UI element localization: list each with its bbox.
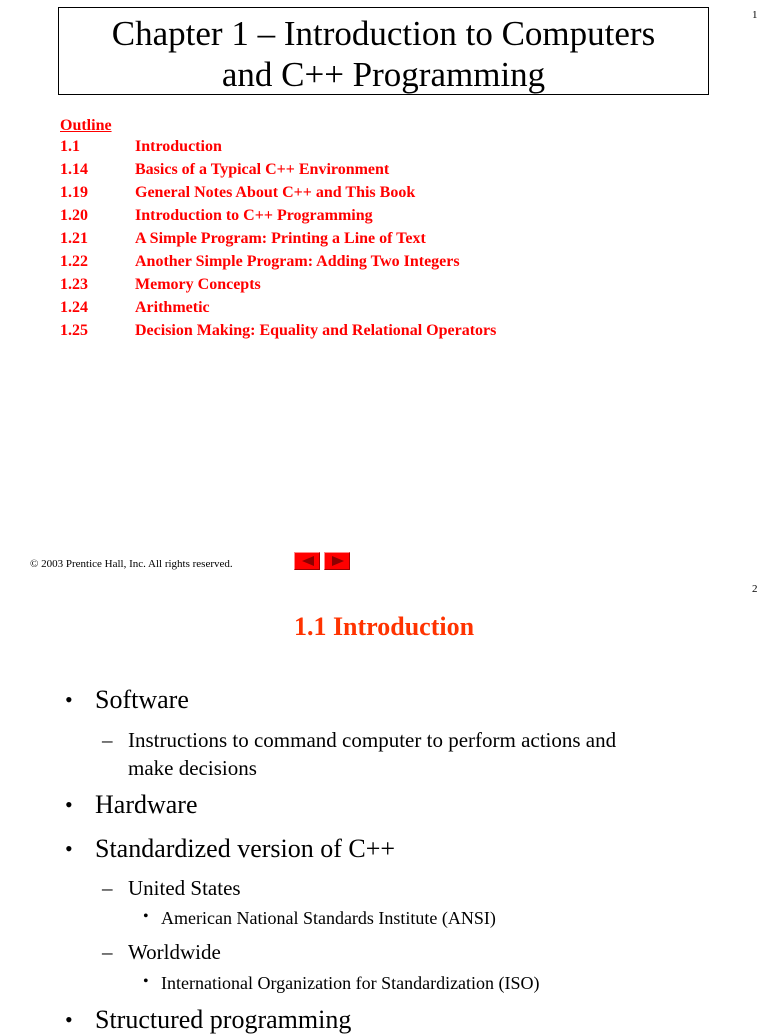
outline-heading[interactable]: Outline (60, 117, 112, 134)
bullet-dot-icon: • (143, 908, 149, 925)
dash-marker-icon: – (102, 940, 113, 964)
outline-item-title: A Simple Program: Printing a Line of Text (135, 230, 426, 247)
outline-item[interactable] (60, 227, 426, 250)
outline-item-title: Another Simple Program: Adding Two Integers (135, 253, 460, 270)
bullet-item: • Structured programming (65, 1005, 352, 1034)
bullet-dot-icon: • (65, 836, 73, 861)
dash-marker-icon: – (102, 876, 113, 900)
next-slide-button[interactable] (324, 552, 350, 570)
outline-item-title: Arithmetic (135, 299, 210, 316)
outline (60, 116, 497, 342)
sub-sub-bullet-item: • International Organization for Standardization (ISO) (143, 973, 540, 993)
slide-title: 1.1 Introduction (293, 612, 475, 641)
outline-item-number: 1.1 (60, 138, 80, 155)
outline-item-title: Basics of a Typical C++ Environment (135, 161, 390, 178)
outline-item-number: 1.20 (60, 207, 88, 224)
outline-item-number: 1.19 (60, 184, 88, 201)
outline-item-title: Memory Concepts (135, 276, 261, 293)
outline-item[interactable] (60, 273, 261, 296)
outline-item-title: Introduction to C++ Programming (135, 207, 373, 224)
outline-item-number: 1.25 (60, 322, 88, 339)
outline-item-title: General Notes About C++ and This Book (135, 184, 416, 201)
outline-item-number: 1.24 (60, 299, 88, 316)
outline-item-title: Introduction (135, 138, 222, 155)
outline-item-number: 1.23 (60, 276, 88, 293)
sub-bullet-item: – Worldwide (102, 940, 221, 964)
outline-item[interactable] (60, 319, 497, 342)
bullet-dot-icon: • (65, 792, 73, 817)
outline-item[interactable] (60, 158, 390, 181)
outline-item[interactable] (60, 181, 416, 204)
outline-item[interactable] (60, 296, 210, 319)
dash-marker-icon: – (102, 728, 113, 752)
bullet-dot-icon: • (65, 1007, 73, 1032)
outline-item[interactable] (60, 135, 222, 158)
prev-arrow-icon (302, 556, 314, 566)
chapter-title-line1: Chapter 1 – Introduction to Computers (111, 14, 656, 53)
outline-item[interactable] (60, 204, 373, 227)
chapter-title-line2: and C++ Programming (221, 55, 546, 94)
bullet-item: • Software (65, 685, 189, 714)
outline-item[interactable] (60, 250, 460, 273)
copyright-notice: © 2003 Prentice Hall, Inc. All rights reserved. (30, 558, 233, 570)
next-arrow-icon (332, 556, 344, 566)
bullet-item: • Standardized version of C++ (65, 834, 396, 863)
bullet-item: • Hardware (65, 790, 198, 819)
chapter-title-box (58, 7, 709, 95)
sub-bullet-item: – United States (102, 876, 241, 900)
page-number: 2 (752, 583, 758, 595)
bullet-dot-icon: • (143, 973, 149, 990)
outline-item-title: Decision Making: Equality and Relational Operators (135, 322, 497, 339)
prev-slide-button[interactable] (294, 552, 320, 570)
sub-sub-bullet-item: • American National Standards Institute (ANSI) (143, 908, 496, 928)
bullet-dot-icon: • (65, 687, 73, 712)
outline-item-number: 1.14 (60, 161, 88, 178)
outline-item-number: 1.22 (60, 253, 88, 270)
page-number: 1 (752, 9, 758, 21)
outline-item-number: 1.21 (60, 230, 88, 247)
sub-bullet-item: – Instructions to command computer to perform actions and make decisions (102, 728, 617, 780)
